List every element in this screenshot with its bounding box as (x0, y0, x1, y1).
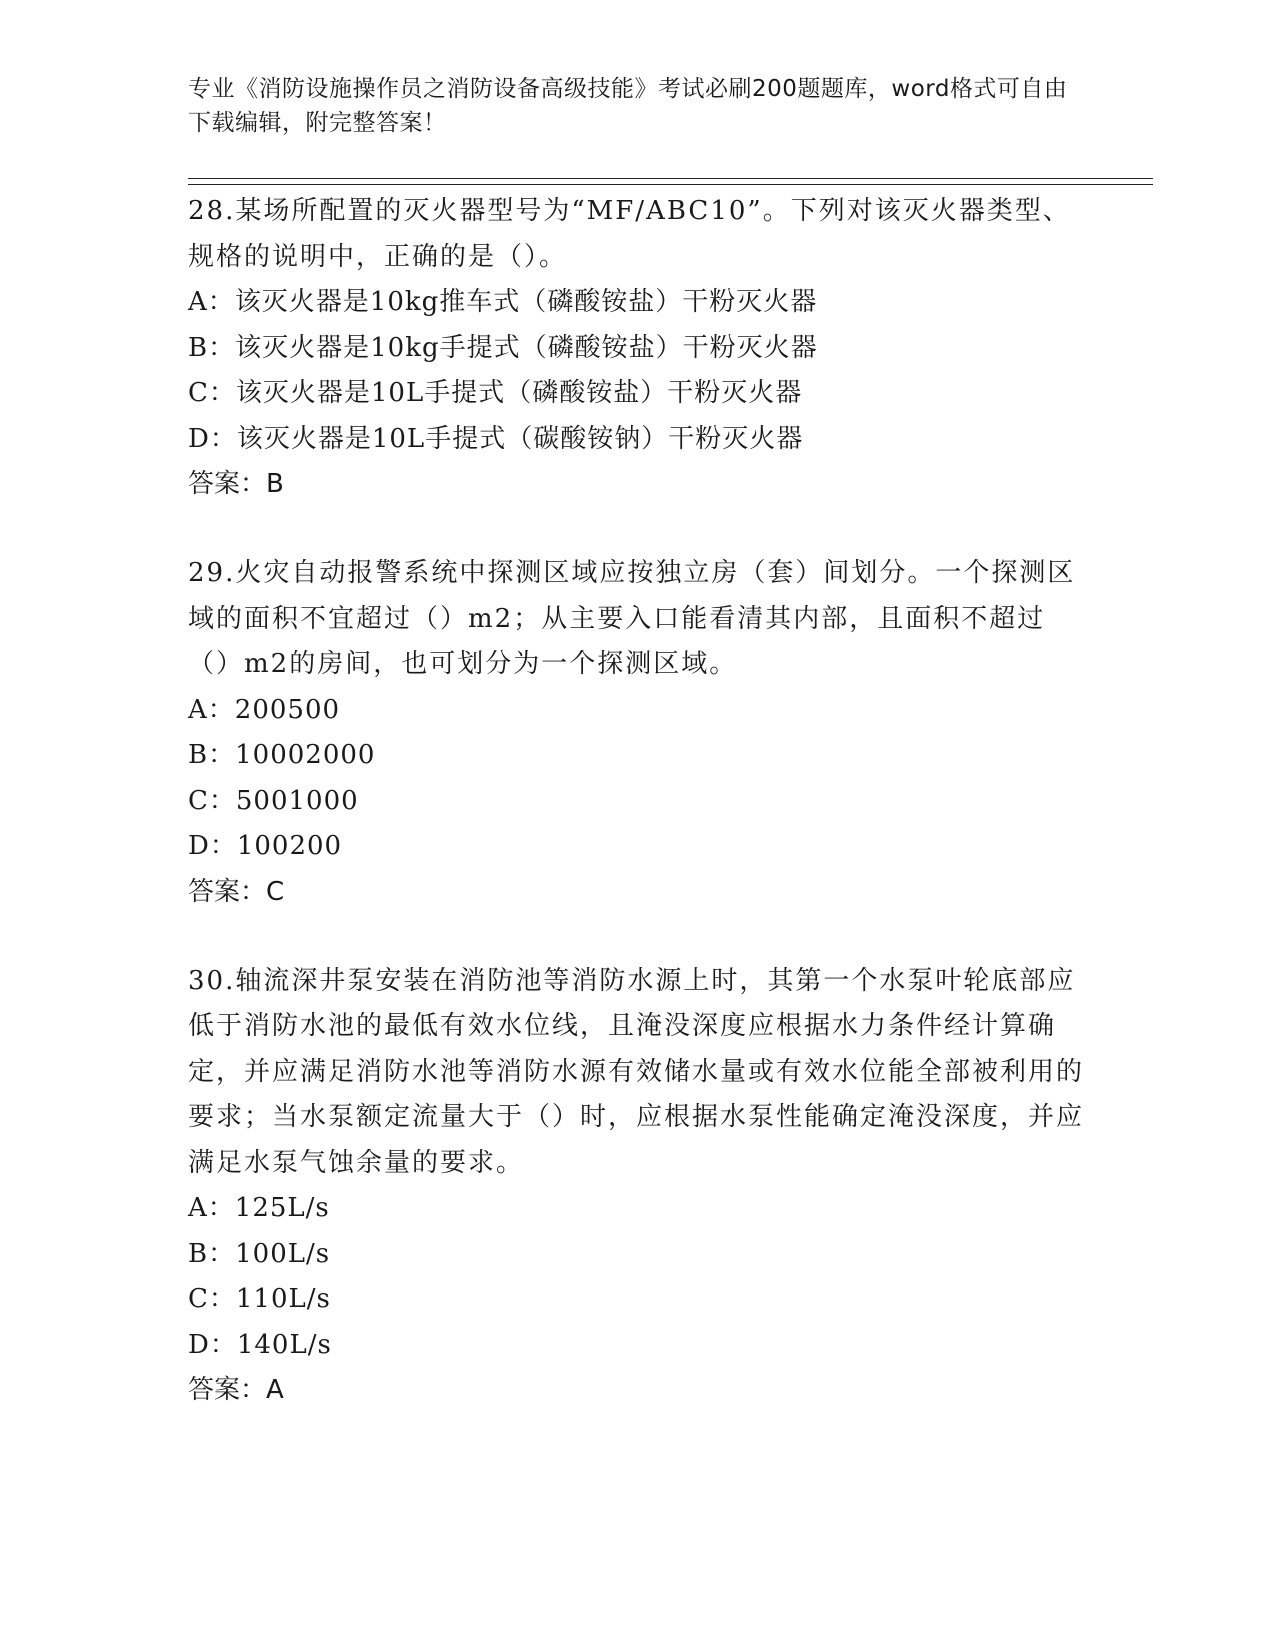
option-c: C：110L/s (188, 1284, 331, 1314)
option-a: A：125L/s (188, 1193, 330, 1223)
document-header: 专业《消防设施操作员之消防设备高级技能》考试必刷200题题库，word格式可自由下载编辑，附完整答案！ (188, 76, 1068, 136)
option-b: B：该灭火器是10kg手提式（磷酸铵盐）干粉灭火器 (188, 332, 818, 363)
option-c: C：该灭火器是10L手提式（磷酸铵盐）干粉灭火器 (188, 378, 803, 408)
question-28 (188, 189, 1088, 507)
answer-line: 答案：A (188, 1375, 284, 1405)
option-d: D：100200 (188, 831, 343, 861)
option-d: D：140L/s (188, 1329, 332, 1360)
question-list (188, 189, 1088, 1413)
question-text: 29.火灾自动报警系统中探测区域应按独立房（套）间划分。一个探测区域的面积不宜超过（）m2；从主要入口能看清其内部，且面积不超过（）m2的房间，也可划分为一个探测区域。 (188, 558, 1076, 679)
question-text: 30.轴流深井泵安装在消防池等消防水源上时，其第一个水泵叶轮底部应低于消防水池的最低有效水位线，且淹没深度应根据水力条件经计算确定，并应满足消防水池等消防水源有效储水量或有效水位能全部被利用的要求；当水泵额定流量大于（）时，应根据水泵性能确定淹没深度，并应满足水泵气蚀余量的要求。 (188, 965, 1085, 1178)
option-a: A：200500 (188, 694, 341, 725)
option-b: B：10002000 (188, 740, 376, 770)
header-divider-bottom (188, 184, 1153, 185)
question-spacer (188, 915, 1088, 959)
question-30 (188, 959, 1088, 1414)
option-b: B：100L/s (188, 1238, 331, 1269)
option-d: D：该灭火器是10L手提式（碳酸铵钠）干粉灭火器 (188, 423, 804, 454)
question-29 (188, 551, 1088, 915)
answer-line: 答案：C (188, 876, 285, 907)
option-c: C：5001000 (188, 785, 359, 816)
question-spacer (188, 507, 1088, 551)
option-a: A：该灭火器是10kg推车式（磷酸铵盐）干粉灭火器 (188, 287, 818, 317)
answer-line: 答案：B (188, 469, 284, 499)
question-text: 28.某场所配置的灭火器型号为“MF/ABC10”。下列对该灭火器类型、规格的说明中，正确的是（）。 (188, 196, 1071, 272)
header-divider-top (188, 178, 1153, 179)
